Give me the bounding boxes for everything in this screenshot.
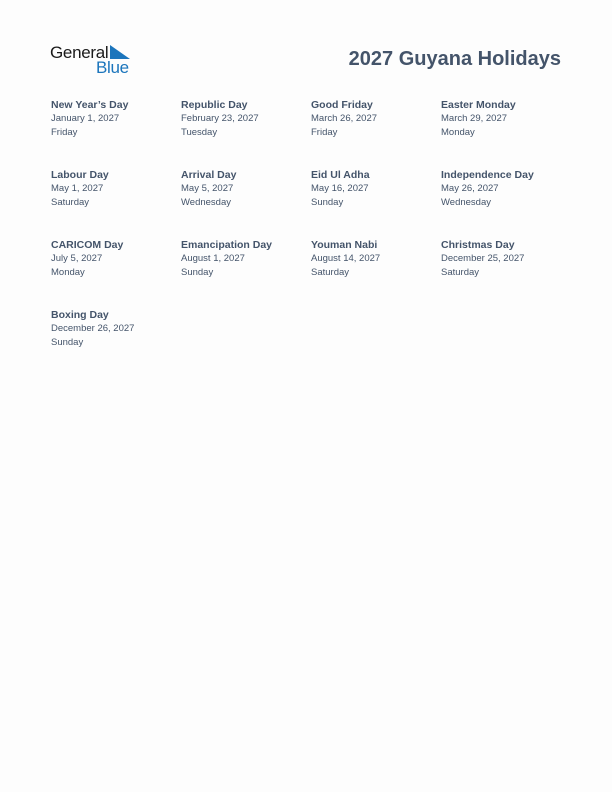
holiday-item xyxy=(51,169,176,209)
holiday-date: May 16, 2027 xyxy=(311,183,369,194)
holiday-name: Labour Day xyxy=(51,169,109,181)
holiday-weekday: Saturday xyxy=(311,266,350,278)
page-title: 2027 Guyana Holidays xyxy=(348,48,561,70)
holiday-name: CARICOM Day xyxy=(51,239,124,251)
holiday-weekday: Tuesday xyxy=(181,126,218,138)
holiday-name: New Year’s Day xyxy=(51,99,129,111)
holiday-date: March 26, 2027 xyxy=(311,113,378,124)
holiday-date: December 26, 2027 xyxy=(51,323,135,334)
holiday-item xyxy=(181,169,306,209)
holiday-weekday: Monday xyxy=(51,266,85,278)
holiday-date: January 1, 2027 xyxy=(51,113,120,124)
holiday-date: March 29, 2027 xyxy=(441,113,508,124)
holiday-weekday: Friday xyxy=(51,126,78,138)
holiday-item xyxy=(51,239,176,279)
holiday-date: August 14, 2027 xyxy=(311,253,381,264)
logo-word-blue: Blue xyxy=(96,58,129,77)
holiday-date: February 23, 2027 xyxy=(181,113,259,124)
holiday-item xyxy=(51,99,176,139)
holiday-weekday: Wednesday xyxy=(181,196,231,208)
holiday-weekday: Sunday xyxy=(181,266,214,278)
holiday-name: Independence Day xyxy=(441,169,534,181)
holiday-weekday: Saturday xyxy=(441,266,480,278)
holiday-name: Emancipation Day xyxy=(181,239,273,251)
holiday-weekday: Sunday xyxy=(51,336,84,348)
holiday-name: Easter Monday xyxy=(441,99,516,111)
holiday-name: Youman Nabi xyxy=(311,239,378,251)
holiday-item xyxy=(181,99,306,139)
holiday-date: August 1, 2027 xyxy=(181,253,245,264)
holiday-item xyxy=(441,99,566,139)
holiday-weekday: Monday xyxy=(441,126,475,138)
holiday-item xyxy=(441,169,566,209)
logo xyxy=(50,44,134,78)
holiday-date: May 5, 2027 xyxy=(181,183,234,194)
holiday-item xyxy=(51,309,176,349)
holiday-weekday: Friday xyxy=(311,126,338,138)
holiday-date: July 5, 2027 xyxy=(51,253,103,264)
logo-word-general: General xyxy=(50,43,109,62)
holiday-item xyxy=(441,239,566,279)
holiday-weekday: Saturday xyxy=(51,196,90,208)
holiday-item xyxy=(311,99,436,139)
holiday-name: Arrival Day xyxy=(181,169,237,181)
holiday-date: December 25, 2027 xyxy=(441,253,525,264)
holiday-name: Republic Day xyxy=(181,99,248,111)
holiday-name: Eid Ul Adha xyxy=(311,169,370,181)
holiday-item xyxy=(311,239,436,279)
holiday-date: May 26, 2027 xyxy=(441,183,499,194)
holiday-weekday: Sunday xyxy=(311,196,344,208)
holiday-date: May 1, 2027 xyxy=(51,183,104,194)
holiday-name: Boxing Day xyxy=(51,309,109,321)
logo-triangle-icon xyxy=(110,45,130,59)
holiday-name: Good Friday xyxy=(311,99,373,111)
holiday-item xyxy=(181,239,306,279)
holiday-weekday: Wednesday xyxy=(441,196,491,208)
holiday-name: Christmas Day xyxy=(441,239,515,251)
holiday-item xyxy=(311,169,436,209)
